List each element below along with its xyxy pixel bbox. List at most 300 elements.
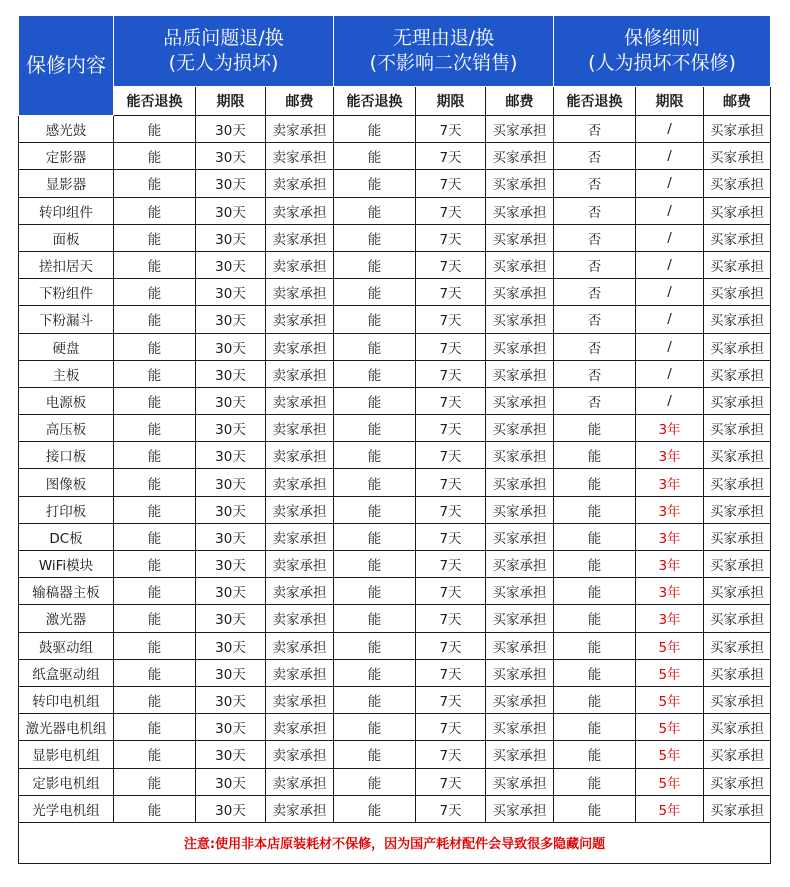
noreason-postage-cell: 买家承担 bbox=[486, 387, 554, 414]
quality-return-cell: 能 bbox=[114, 714, 196, 741]
noreason-postage-cell: 买家承担 bbox=[486, 523, 554, 550]
quality-return-cell: 能 bbox=[114, 415, 196, 442]
quality-period-cell: 30天 bbox=[196, 632, 266, 659]
noreason-postage-cell: 买家承担 bbox=[486, 442, 554, 469]
quality-issue-title: 品质问题退/换 bbox=[163, 27, 284, 49]
noreason-postage-cell: 买家承担 bbox=[486, 279, 554, 306]
no-reason-title: 无理由退/换 bbox=[392, 27, 495, 49]
warranty-postage-cell: 买家承担 bbox=[704, 442, 771, 469]
quality-issue-header bbox=[114, 16, 334, 87]
part-cell: 搓扣居天 bbox=[19, 251, 114, 278]
quality-period-cell: 30天 bbox=[196, 686, 266, 713]
noreason-postage-cell: 买家承担 bbox=[486, 469, 554, 496]
noreason-return-cell: 能 bbox=[334, 686, 416, 713]
warranty-postage-cell: 买家承担 bbox=[704, 605, 771, 632]
warranty-return-cell: 能 bbox=[554, 659, 636, 686]
noreason-postage-cell: 买家承担 bbox=[486, 578, 554, 605]
warranty-period-cell: / bbox=[636, 333, 704, 360]
quality-return-cell: 能 bbox=[114, 442, 196, 469]
warranty-return-cell: 否 bbox=[554, 197, 636, 224]
noreason-period-cell: 7天 bbox=[416, 116, 486, 143]
quality-postage-cell: 卖家承担 bbox=[266, 686, 334, 713]
warranty-period-cell: / bbox=[636, 197, 704, 224]
part-cell: WiFi模块 bbox=[19, 551, 114, 578]
table-row bbox=[19, 306, 771, 333]
quality-postage-cell: 卖家承担 bbox=[266, 741, 334, 768]
quality-postage-cell: 卖家承担 bbox=[266, 768, 334, 795]
noreason-period-cell: 7天 bbox=[416, 496, 486, 523]
quality-postage-cell: 卖家承担 bbox=[266, 387, 334, 414]
table-row bbox=[19, 279, 771, 306]
warranty-postage-cell: 买家承担 bbox=[704, 686, 771, 713]
part-cell: 电源板 bbox=[19, 387, 114, 414]
warranty-return-cell: 否 bbox=[554, 333, 636, 360]
warranty-postage-cell: 买家承担 bbox=[704, 143, 771, 170]
warranty-period-cell: 3年 bbox=[636, 442, 704, 469]
warranty-period-cell: 5年 bbox=[636, 741, 704, 768]
footer-row bbox=[19, 822, 771, 863]
part-cell: 激光器 bbox=[19, 605, 114, 632]
noreason-postage-cell: 买家承担 bbox=[486, 170, 554, 197]
quality-period-cell: 30天 bbox=[196, 768, 266, 795]
noreason-period-cell: 7天 bbox=[416, 387, 486, 414]
sub-header-noreason-return: 能否退换 bbox=[334, 87, 416, 116]
quality-return-cell: 能 bbox=[114, 333, 196, 360]
quality-period-cell: 30天 bbox=[196, 659, 266, 686]
table-row bbox=[19, 741, 771, 768]
sub-header-noreason-postage: 邮费 bbox=[486, 87, 554, 116]
table-row bbox=[19, 768, 771, 795]
warranty-period-cell: 5年 bbox=[636, 795, 704, 822]
warranty-return-cell: 否 bbox=[554, 116, 636, 143]
warranty-return-cell: 能 bbox=[554, 768, 636, 795]
noreason-period-cell: 7天 bbox=[416, 251, 486, 278]
quality-return-cell: 能 bbox=[114, 741, 196, 768]
warranty-period-cell: / bbox=[636, 224, 704, 251]
noreason-postage-cell: 买家承担 bbox=[486, 496, 554, 523]
part-cell: 图像板 bbox=[19, 469, 114, 496]
warranty-return-cell: 能 bbox=[554, 415, 636, 442]
warranty-postage-cell: 买家承担 bbox=[704, 741, 771, 768]
noreason-period-cell: 7天 bbox=[416, 605, 486, 632]
table-row bbox=[19, 387, 771, 414]
sub-header-quality-return: 能否退换 bbox=[114, 87, 196, 116]
no-reason-subtitle: (不影响二次销售) bbox=[369, 52, 518, 74]
quality-postage-cell: 卖家承担 bbox=[266, 578, 334, 605]
sub-header-warranty-return: 能否退换 bbox=[554, 87, 636, 116]
quality-return-cell: 能 bbox=[114, 523, 196, 550]
footer-note: 注意:使用非本店原装耗材不保修，因为国产耗材配件会导致很多隐藏问题 bbox=[19, 822, 771, 863]
warranty-period-cell: 3年 bbox=[636, 496, 704, 523]
noreason-period-cell: 7天 bbox=[416, 469, 486, 496]
quality-return-cell: 能 bbox=[114, 143, 196, 170]
table-row bbox=[19, 686, 771, 713]
noreason-period-cell: 7天 bbox=[416, 578, 486, 605]
warranty-return-cell: 能 bbox=[554, 551, 636, 578]
noreason-period-cell: 7天 bbox=[416, 714, 486, 741]
warranty-return-cell: 否 bbox=[554, 224, 636, 251]
table-row bbox=[19, 795, 771, 822]
quality-return-cell: 能 bbox=[114, 224, 196, 251]
noreason-postage-cell: 买家承担 bbox=[486, 768, 554, 795]
quality-postage-cell: 卖家承担 bbox=[266, 197, 334, 224]
sub-header-warranty-postage: 邮费 bbox=[704, 87, 771, 116]
warranty-period-cell: 5年 bbox=[636, 686, 704, 713]
part-cell: 定影电机组 bbox=[19, 768, 114, 795]
noreason-return-cell: 能 bbox=[334, 605, 416, 632]
quality-postage-cell: 卖家承担 bbox=[266, 279, 334, 306]
noreason-return-cell: 能 bbox=[334, 551, 416, 578]
quality-return-cell: 能 bbox=[114, 251, 196, 278]
table-row bbox=[19, 360, 771, 387]
quality-postage-cell: 卖家承担 bbox=[266, 523, 334, 550]
part-cell: DC板 bbox=[19, 523, 114, 550]
noreason-period-cell: 7天 bbox=[416, 442, 486, 469]
quality-return-cell: 能 bbox=[114, 197, 196, 224]
noreason-return-cell: 能 bbox=[334, 197, 416, 224]
table-row bbox=[19, 469, 771, 496]
warranty-postage-cell: 买家承担 bbox=[704, 768, 771, 795]
warranty-period-cell: / bbox=[636, 360, 704, 387]
noreason-postage-cell: 买家承担 bbox=[486, 632, 554, 659]
sub-header-warranty-period: 期限 bbox=[636, 87, 704, 116]
part-cell: 下粉组件 bbox=[19, 279, 114, 306]
part-cell: 光学电机组 bbox=[19, 795, 114, 822]
noreason-postage-cell: 买家承担 bbox=[486, 605, 554, 632]
warranty-return-cell: 能 bbox=[554, 605, 636, 632]
warranty-return-cell: 否 bbox=[554, 143, 636, 170]
quality-postage-cell: 卖家承担 bbox=[266, 795, 334, 822]
part-cell: 主板 bbox=[19, 360, 114, 387]
table-row bbox=[19, 224, 771, 251]
quality-period-cell: 30天 bbox=[196, 578, 266, 605]
quality-postage-cell: 卖家承担 bbox=[266, 170, 334, 197]
quality-period-cell: 30天 bbox=[196, 442, 266, 469]
quality-period-cell: 30天 bbox=[196, 469, 266, 496]
quality-postage-cell: 卖家承担 bbox=[266, 496, 334, 523]
header-sub-row bbox=[19, 87, 771, 116]
noreason-return-cell: 能 bbox=[334, 714, 416, 741]
noreason-postage-cell: 买家承担 bbox=[486, 143, 554, 170]
part-cell: 接口板 bbox=[19, 442, 114, 469]
noreason-postage-cell: 买家承担 bbox=[486, 116, 554, 143]
quality-postage-cell: 卖家承担 bbox=[266, 632, 334, 659]
quality-period-cell: 30天 bbox=[196, 741, 266, 768]
warranty-postage-cell: 买家承担 bbox=[704, 415, 771, 442]
warranty-return-cell: 能 bbox=[554, 714, 636, 741]
warranty-postage-cell: 买家承担 bbox=[704, 551, 771, 578]
warranty-return-cell: 能 bbox=[554, 686, 636, 713]
noreason-period-cell: 7天 bbox=[416, 659, 486, 686]
warranty-postage-cell: 买家承担 bbox=[704, 333, 771, 360]
quality-return-cell: 能 bbox=[114, 551, 196, 578]
warranty-postage-cell: 买家承担 bbox=[704, 578, 771, 605]
quality-postage-cell: 卖家承担 bbox=[266, 605, 334, 632]
quality-period-cell: 30天 bbox=[196, 795, 266, 822]
quality-postage-cell: 卖家承担 bbox=[266, 251, 334, 278]
noreason-postage-cell: 买家承担 bbox=[486, 224, 554, 251]
noreason-period-cell: 7天 bbox=[416, 768, 486, 795]
warranty-return-cell: 能 bbox=[554, 442, 636, 469]
quality-return-cell: 能 bbox=[114, 578, 196, 605]
warranty-period-cell: 3年 bbox=[636, 523, 704, 550]
table-body bbox=[19, 116, 771, 823]
part-cell: 高压板 bbox=[19, 415, 114, 442]
noreason-return-cell: 能 bbox=[334, 251, 416, 278]
noreason-return-cell: 能 bbox=[334, 143, 416, 170]
warranty-period-cell: / bbox=[636, 251, 704, 278]
warranty-period-cell: 3年 bbox=[636, 551, 704, 578]
table-row bbox=[19, 251, 771, 278]
quality-period-cell: 30天 bbox=[196, 496, 266, 523]
warranty-return-cell: 否 bbox=[554, 170, 636, 197]
quality-return-cell: 能 bbox=[114, 360, 196, 387]
part-cell: 感光鼓 bbox=[19, 116, 114, 143]
warranty-period-cell: 3年 bbox=[636, 469, 704, 496]
quality-return-cell: 能 bbox=[114, 279, 196, 306]
warranty-period-cell: / bbox=[636, 143, 704, 170]
quality-postage-cell: 卖家承担 bbox=[266, 116, 334, 143]
warranty-postage-cell: 买家承担 bbox=[704, 360, 771, 387]
part-cell: 硬盘 bbox=[19, 333, 114, 360]
warranty-rules-header bbox=[554, 16, 771, 87]
warranty-postage-cell: 买家承担 bbox=[704, 387, 771, 414]
warranty-return-cell: 否 bbox=[554, 306, 636, 333]
quality-return-cell: 能 bbox=[114, 469, 196, 496]
warranty-postage-cell: 买家承担 bbox=[704, 116, 771, 143]
quality-postage-cell: 卖家承担 bbox=[266, 143, 334, 170]
noreason-period-cell: 7天 bbox=[416, 197, 486, 224]
noreason-postage-cell: 买家承担 bbox=[486, 659, 554, 686]
row-label-header: 保修内容 bbox=[19, 16, 114, 116]
warranty-return-cell: 能 bbox=[554, 469, 636, 496]
quality-period-cell: 30天 bbox=[196, 170, 266, 197]
warranty-rules-title: 保修细则 bbox=[623, 27, 700, 49]
warranty-period-cell: 3年 bbox=[636, 578, 704, 605]
quality-postage-cell: 卖家承担 bbox=[266, 551, 334, 578]
part-cell: 定影器 bbox=[19, 143, 114, 170]
noreason-return-cell: 能 bbox=[334, 442, 416, 469]
part-cell: 转印组件 bbox=[19, 197, 114, 224]
quality-return-cell: 能 bbox=[114, 170, 196, 197]
warranty-return-cell: 能 bbox=[554, 795, 636, 822]
quality-return-cell: 能 bbox=[114, 659, 196, 686]
warranty-period-cell: 5年 bbox=[636, 714, 704, 741]
quality-period-cell: 30天 bbox=[196, 116, 266, 143]
table-row bbox=[19, 415, 771, 442]
quality-return-cell: 能 bbox=[114, 116, 196, 143]
table-row bbox=[19, 197, 771, 224]
quality-postage-cell: 卖家承担 bbox=[266, 659, 334, 686]
quality-period-cell: 30天 bbox=[196, 523, 266, 550]
part-cell: 显影电机组 bbox=[19, 741, 114, 768]
noreason-postage-cell: 买家承担 bbox=[486, 714, 554, 741]
warranty-period-cell: 3年 bbox=[636, 605, 704, 632]
quality-return-cell: 能 bbox=[114, 795, 196, 822]
quality-period-cell: 30天 bbox=[196, 143, 266, 170]
noreason-return-cell: 能 bbox=[334, 768, 416, 795]
warranty-postage-cell: 买家承担 bbox=[704, 632, 771, 659]
noreason-postage-cell: 买家承担 bbox=[486, 251, 554, 278]
part-cell: 纸盒驱动组 bbox=[19, 659, 114, 686]
warranty-period-cell: / bbox=[636, 387, 704, 414]
table-row bbox=[19, 659, 771, 686]
table-row bbox=[19, 143, 771, 170]
part-cell: 鼓驱动组 bbox=[19, 632, 114, 659]
quality-period-cell: 30天 bbox=[196, 224, 266, 251]
noreason-return-cell: 能 bbox=[334, 170, 416, 197]
warranty-rules-subtitle: (人为损坏不保修) bbox=[588, 52, 736, 74]
quality-return-cell: 能 bbox=[114, 306, 196, 333]
table-row bbox=[19, 578, 771, 605]
warranty-return-cell: 能 bbox=[554, 578, 636, 605]
warranty-return-cell: 否 bbox=[554, 360, 636, 387]
noreason-postage-cell: 买家承担 bbox=[486, 795, 554, 822]
quality-period-cell: 30天 bbox=[196, 605, 266, 632]
noreason-postage-cell: 买家承担 bbox=[486, 360, 554, 387]
part-cell: 激光器电机组 bbox=[19, 714, 114, 741]
noreason-postage-cell: 买家承担 bbox=[486, 741, 554, 768]
sub-header-noreason-period: 期限 bbox=[416, 87, 486, 116]
quality-postage-cell: 卖家承担 bbox=[266, 415, 334, 442]
table-row bbox=[19, 170, 771, 197]
quality-period-cell: 30天 bbox=[196, 251, 266, 278]
part-cell: 输稿器主板 bbox=[19, 578, 114, 605]
warranty-postage-cell: 买家承担 bbox=[704, 469, 771, 496]
warranty-return-cell: 能 bbox=[554, 523, 636, 550]
noreason-return-cell: 能 bbox=[334, 659, 416, 686]
warranty-postage-cell: 买家承担 bbox=[704, 714, 771, 741]
quality-postage-cell: 卖家承担 bbox=[266, 306, 334, 333]
noreason-return-cell: 能 bbox=[334, 415, 416, 442]
sub-header-quality-period: 期限 bbox=[196, 87, 266, 116]
quality-postage-cell: 卖家承担 bbox=[266, 469, 334, 496]
warranty-postage-cell: 买家承担 bbox=[704, 224, 771, 251]
noreason-period-cell: 7天 bbox=[416, 551, 486, 578]
table-row bbox=[19, 116, 771, 143]
part-cell: 面板 bbox=[19, 224, 114, 251]
table-row bbox=[19, 496, 771, 523]
noreason-return-cell: 能 bbox=[334, 279, 416, 306]
quality-period-cell: 30天 bbox=[196, 415, 266, 442]
noreason-period-cell: 7天 bbox=[416, 795, 486, 822]
quality-period-cell: 30天 bbox=[196, 714, 266, 741]
quality-period-cell: 30天 bbox=[196, 360, 266, 387]
noreason-postage-cell: 买家承担 bbox=[486, 551, 554, 578]
warranty-return-cell: 能 bbox=[554, 496, 636, 523]
table-row bbox=[19, 442, 771, 469]
table-row bbox=[19, 714, 771, 741]
noreason-return-cell: 能 bbox=[334, 578, 416, 605]
warranty-period-cell: / bbox=[636, 279, 704, 306]
warranty-postage-cell: 买家承担 bbox=[704, 523, 771, 550]
quality-period-cell: 30天 bbox=[196, 551, 266, 578]
noreason-period-cell: 7天 bbox=[416, 279, 486, 306]
noreason-period-cell: 7天 bbox=[416, 523, 486, 550]
quality-return-cell: 能 bbox=[114, 686, 196, 713]
noreason-period-cell: 7天 bbox=[416, 170, 486, 197]
quality-return-cell: 能 bbox=[114, 496, 196, 523]
quality-postage-cell: 卖家承担 bbox=[266, 442, 334, 469]
table-row bbox=[19, 632, 771, 659]
quality-return-cell: 能 bbox=[114, 387, 196, 414]
quality-period-cell: 30天 bbox=[196, 306, 266, 333]
table-row bbox=[19, 523, 771, 550]
noreason-return-cell: 能 bbox=[334, 306, 416, 333]
quality-period-cell: 30天 bbox=[196, 333, 266, 360]
warranty-period-cell: / bbox=[636, 306, 704, 333]
noreason-period-cell: 7天 bbox=[416, 741, 486, 768]
noreason-period-cell: 7天 bbox=[416, 333, 486, 360]
part-cell: 显影器 bbox=[19, 170, 114, 197]
noreason-return-cell: 能 bbox=[334, 224, 416, 251]
quality-period-cell: 30天 bbox=[196, 279, 266, 306]
header-group-row bbox=[19, 16, 771, 87]
noreason-period-cell: 7天 bbox=[416, 306, 486, 333]
table-row bbox=[19, 333, 771, 360]
noreason-return-cell: 能 bbox=[334, 469, 416, 496]
warranty-table-container bbox=[18, 15, 770, 864]
quality-return-cell: 能 bbox=[114, 632, 196, 659]
noreason-period-cell: 7天 bbox=[416, 415, 486, 442]
warranty-return-cell: 否 bbox=[554, 279, 636, 306]
table-row bbox=[19, 605, 771, 632]
noreason-return-cell: 能 bbox=[334, 387, 416, 414]
sub-header-quality-postage: 邮费 bbox=[266, 87, 334, 116]
quality-postage-cell: 卖家承担 bbox=[266, 360, 334, 387]
noreason-return-cell: 能 bbox=[334, 360, 416, 387]
warranty-postage-cell: 买家承担 bbox=[704, 306, 771, 333]
quality-period-cell: 30天 bbox=[196, 197, 266, 224]
warranty-period-cell: 3年 bbox=[636, 415, 704, 442]
noreason-postage-cell: 买家承担 bbox=[486, 415, 554, 442]
warranty-return-cell: 能 bbox=[554, 632, 636, 659]
quality-return-cell: 能 bbox=[114, 768, 196, 795]
warranty-table bbox=[18, 15, 771, 864]
noreason-postage-cell: 买家承担 bbox=[486, 686, 554, 713]
quality-postage-cell: 卖家承担 bbox=[266, 224, 334, 251]
noreason-return-cell: 能 bbox=[334, 741, 416, 768]
noreason-period-cell: 7天 bbox=[416, 143, 486, 170]
warranty-return-cell: 能 bbox=[554, 741, 636, 768]
noreason-return-cell: 能 bbox=[334, 496, 416, 523]
warranty-period-cell: 5年 bbox=[636, 768, 704, 795]
noreason-return-cell: 能 bbox=[334, 795, 416, 822]
warranty-return-cell: 否 bbox=[554, 387, 636, 414]
quality-return-cell: 能 bbox=[114, 605, 196, 632]
noreason-period-cell: 7天 bbox=[416, 686, 486, 713]
quality-period-cell: 30天 bbox=[196, 387, 266, 414]
warranty-postage-cell: 买家承担 bbox=[704, 795, 771, 822]
noreason-period-cell: 7天 bbox=[416, 224, 486, 251]
noreason-period-cell: 7天 bbox=[416, 360, 486, 387]
warranty-period-cell: / bbox=[636, 116, 704, 143]
noreason-return-cell: 能 bbox=[334, 632, 416, 659]
warranty-period-cell: / bbox=[636, 170, 704, 197]
noreason-postage-cell: 买家承担 bbox=[486, 306, 554, 333]
noreason-return-cell: 能 bbox=[334, 333, 416, 360]
warranty-postage-cell: 买家承担 bbox=[704, 170, 771, 197]
noreason-return-cell: 能 bbox=[334, 116, 416, 143]
warranty-postage-cell: 买家承担 bbox=[704, 197, 771, 224]
part-cell: 下粉漏斗 bbox=[19, 306, 114, 333]
noreason-postage-cell: 买家承担 bbox=[486, 333, 554, 360]
noreason-postage-cell: 买家承担 bbox=[486, 197, 554, 224]
table-row bbox=[19, 551, 771, 578]
part-cell: 转印电机组 bbox=[19, 686, 114, 713]
no-reason-header bbox=[334, 16, 554, 87]
warranty-postage-cell: 买家承担 bbox=[704, 251, 771, 278]
